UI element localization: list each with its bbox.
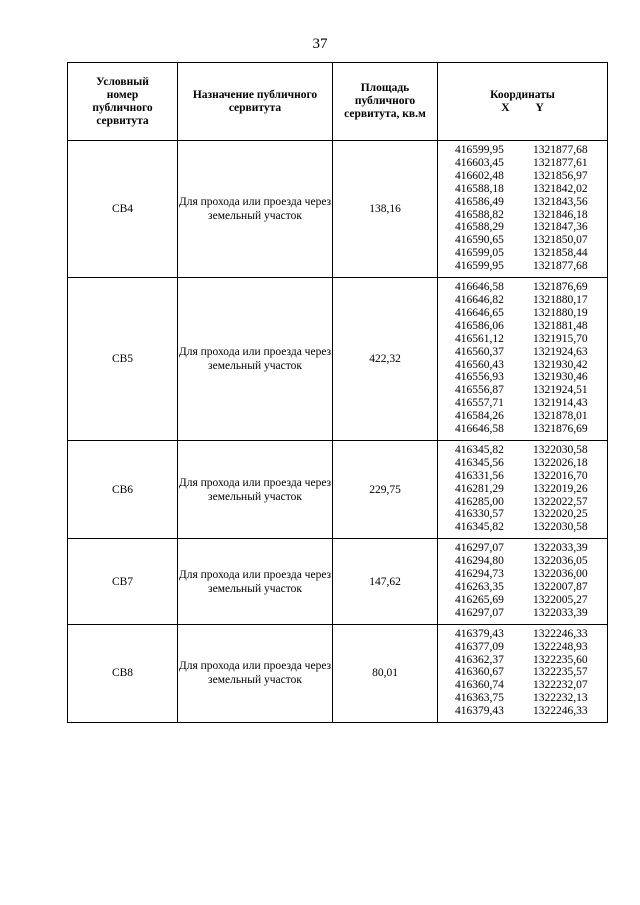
coordinate-y: 1321878,01 [533,410,588,423]
table-header-row [68,63,608,141]
coordinate-y: 1321924,63 [533,345,588,358]
servitude-purpose-cell: Для прохода или проезда через земельный участок [178,624,333,722]
coordinates-cell [438,440,608,538]
coordinate-y: 1321914,43 [533,397,588,410]
header-coordinates-axes [438,102,607,115]
coordinate-x: 416297,07 [455,606,504,619]
coordinate-x: 416599,95 [455,144,504,156]
coordinate-y: 1321877,68 [533,144,588,156]
coordinate-x: 416646,82 [455,293,504,306]
coordinate-y: 1321846,18 [533,208,588,221]
coordinate-pair [455,607,607,620]
coordinate-list [438,441,607,538]
coordinate-y: 1321847,36 [533,221,588,234]
coordinate-pair [455,371,607,384]
coordinate-pair [455,594,607,607]
coordinate-pair [455,170,607,183]
coordinate-pair [455,423,607,436]
coordinate-x: 416646,58 [455,281,504,294]
coordinate-x: 416557,71 [455,397,504,410]
servitude-area-cell: 147,62 [333,539,438,624]
servitude-purpose-cell: Для прохода или проезда через земельный участок [178,278,333,441]
coordinate-pair [455,359,607,372]
table-row [68,624,608,722]
coordinate-x: 416586,49 [455,195,504,208]
coordinates-cell [438,278,608,441]
coordinate-y: 1322248,93 [533,640,588,653]
servitude-area-cell: 229,75 [333,440,438,538]
header-coordinate-x: X [501,101,510,114]
servitude-number-cell: СВ6 [68,440,178,538]
header-coordinates [438,63,608,141]
coordinate-y: 1322030,58 [533,443,588,456]
coordinate-pair [455,196,607,209]
coordinate-y: 1322033,39 [533,606,588,619]
header-servitude-purpose: Назначение публичного сервитута [178,63,333,141]
coordinate-y: 1322022,57 [533,495,588,508]
servitude-number-cell: СВ7 [68,539,178,624]
header-servitude-area: Площадь публичного сервитута, кв.м [333,63,438,141]
coordinate-y: 1322020,25 [533,508,588,521]
coordinate-pair [455,221,607,234]
coordinate-x: 416584,26 [455,410,504,423]
coordinate-y: 1322235,57 [533,666,588,679]
coordinate-pair [455,320,607,333]
coordinate-x: 416281,29 [455,482,504,495]
coordinate-pair [455,581,607,594]
coordinate-y: 1322232,13 [533,692,588,705]
coordinate-x: 416360,74 [455,679,504,692]
coordinate-x: 416345,82 [455,443,504,456]
coordinate-y: 1322026,18 [533,456,588,469]
coordinate-pair [455,397,607,410]
coordinate-y: 1321881,48 [533,319,588,332]
coordinate-y: 1321880,17 [533,293,588,306]
coordinate-pair [455,692,607,705]
coordinate-pair [455,183,607,196]
coordinate-y: 1321876,69 [533,423,588,436]
servitude-number-cell: СВ8 [68,624,178,722]
coordinate-y: 1322235,60 [533,653,588,666]
coordinate-x: 416646,65 [455,306,504,319]
coordinate-x: 416588,29 [455,221,504,234]
table-body [68,141,608,723]
coordinate-y: 1321930,42 [533,358,588,371]
coordinate-x: 416590,65 [455,234,504,247]
coordinate-y: 1321858,44 [533,247,588,260]
coordinate-pair [455,555,607,568]
coordinate-x: 416285,00 [455,495,504,508]
coordinate-y: 1322036,05 [533,555,588,568]
coordinates-cell [438,624,608,722]
coordinate-x: 416362,37 [455,653,504,666]
coordinate-x: 416599,95 [455,260,504,273]
coordinate-x: 416646,58 [455,423,504,436]
servitude-number-cell: СВ5 [68,278,178,441]
coordinate-pair [455,281,607,294]
coordinate-pair [455,307,607,320]
coordinate-x: 416586,06 [455,319,504,332]
coordinate-pair [455,234,607,247]
coordinate-pair [455,568,607,581]
coordinate-x: 416363,75 [455,692,504,705]
table-row [68,440,608,538]
coordinate-pair [455,247,607,260]
servitude-area-cell: 138,16 [333,141,438,278]
servitude-area-cell: 80,01 [333,624,438,722]
coordinate-list [438,278,607,440]
coordinate-x: 416556,93 [455,371,504,384]
coordinate-y: 1322033,39 [533,542,588,555]
coordinate-y: 1322005,27 [533,593,588,606]
coordinate-x: 416345,82 [455,521,504,534]
coordinate-x: 416560,37 [455,345,504,358]
coordinate-x: 416599,05 [455,247,504,260]
coordinate-pair [455,333,607,346]
coordinate-x: 416588,18 [455,182,504,195]
coordinate-pair [455,144,607,157]
coordinate-y: 1321915,70 [533,332,588,345]
coordinate-pair [455,346,607,359]
header-servitude-number: Условный номер публичного сервитута [68,63,178,141]
coordinate-y: 1322016,70 [533,469,588,482]
coordinate-x: 416330,57 [455,508,504,521]
coordinate-x: 416560,43 [455,358,504,371]
coordinate-pair [455,444,607,457]
coordinate-x: 416331,56 [455,469,504,482]
coordinate-y: 1322246,33 [533,705,588,718]
header-coordinates-title: Координаты [490,88,555,101]
servitude-area-cell: 422,32 [333,278,438,441]
coordinate-pair [455,542,607,555]
coordinate-y: 1321930,46 [533,371,588,384]
coordinate-pair [455,483,607,496]
coordinate-list [438,141,607,277]
coordinate-x: 416263,35 [455,581,504,593]
coordinate-y: 1321856,97 [533,169,588,182]
coordinate-y: 1322232,07 [533,679,588,692]
coordinate-x: 416345,56 [455,456,504,469]
coordinate-x: 416294,73 [455,568,504,581]
coordinate-x: 416602,48 [455,169,504,182]
coordinate-pair [455,641,607,654]
coordinate-y: 1322007,87 [533,581,588,593]
page-number: 37 [312,36,328,52]
coordinate-y: 1321924,51 [533,384,588,397]
coordinate-pair [455,157,607,170]
servitude-purpose-cell: Для прохода или проезда через земельный участок [178,440,333,538]
servitude-purpose-cell: Для прохода или проезда через земельный участок [178,141,333,278]
coordinate-x: 416360,67 [455,666,504,679]
table-row [68,141,608,278]
coordinate-y: 1321842,02 [533,182,588,195]
coordinate-pair [455,705,607,718]
coordinate-x: 416561,12 [455,332,504,345]
coordinate-y: 1322030,58 [533,521,588,534]
coordinate-y: 1322019,26 [533,482,588,495]
coordinate-x: 416556,87 [455,384,504,397]
coordinate-pair [455,470,607,483]
coordinate-pair [455,294,607,307]
coordinate-y: 1322246,33 [533,627,588,640]
coordinate-pair [455,496,607,509]
coordinate-pair [455,679,607,692]
header-coordinate-y: Y [535,101,544,114]
coordinate-pair [455,410,607,423]
coordinate-y: 1321880,19 [533,306,588,319]
coordinates-cell [438,539,608,624]
coordinate-x: 416377,09 [455,640,504,653]
coordinate-pair [455,628,607,641]
coordinate-list [438,625,607,722]
coordinate-x: 416294,80 [455,555,504,568]
coordinate-x: 416603,45 [455,156,504,169]
coordinate-x: 416379,43 [455,627,504,640]
coordinate-y: 1321843,56 [533,195,588,208]
servitude-table [67,62,608,723]
coordinate-pair [455,384,607,397]
coordinate-y: 1322036,00 [533,568,588,581]
coordinate-pair [455,666,607,679]
coordinates-cell [438,141,608,278]
coordinate-x: 416588,82 [455,208,504,221]
table-row [68,278,608,441]
coordinate-pair [455,457,607,470]
coordinate-x: 416265,69 [455,593,504,606]
coordinate-x: 416297,07 [455,542,504,555]
coordinate-pair [455,209,607,222]
servitude-purpose-cell: Для прохода или проезда через земельный участок [178,539,333,624]
coordinate-pair [455,260,607,273]
coordinate-y: 1321877,68 [533,260,588,273]
coordinate-y: 1321877,61 [533,156,588,169]
coordinate-pair [455,654,607,667]
coordinate-list [438,539,607,623]
coordinate-y: 1321850,07 [533,234,588,247]
servitude-number-cell: СВ4 [68,141,178,278]
coordinate-pair [455,508,607,521]
table-row [68,539,608,624]
coordinate-y: 1321876,69 [533,281,588,294]
coordinate-pair [455,521,607,534]
coordinate-x: 416379,43 [455,705,504,718]
